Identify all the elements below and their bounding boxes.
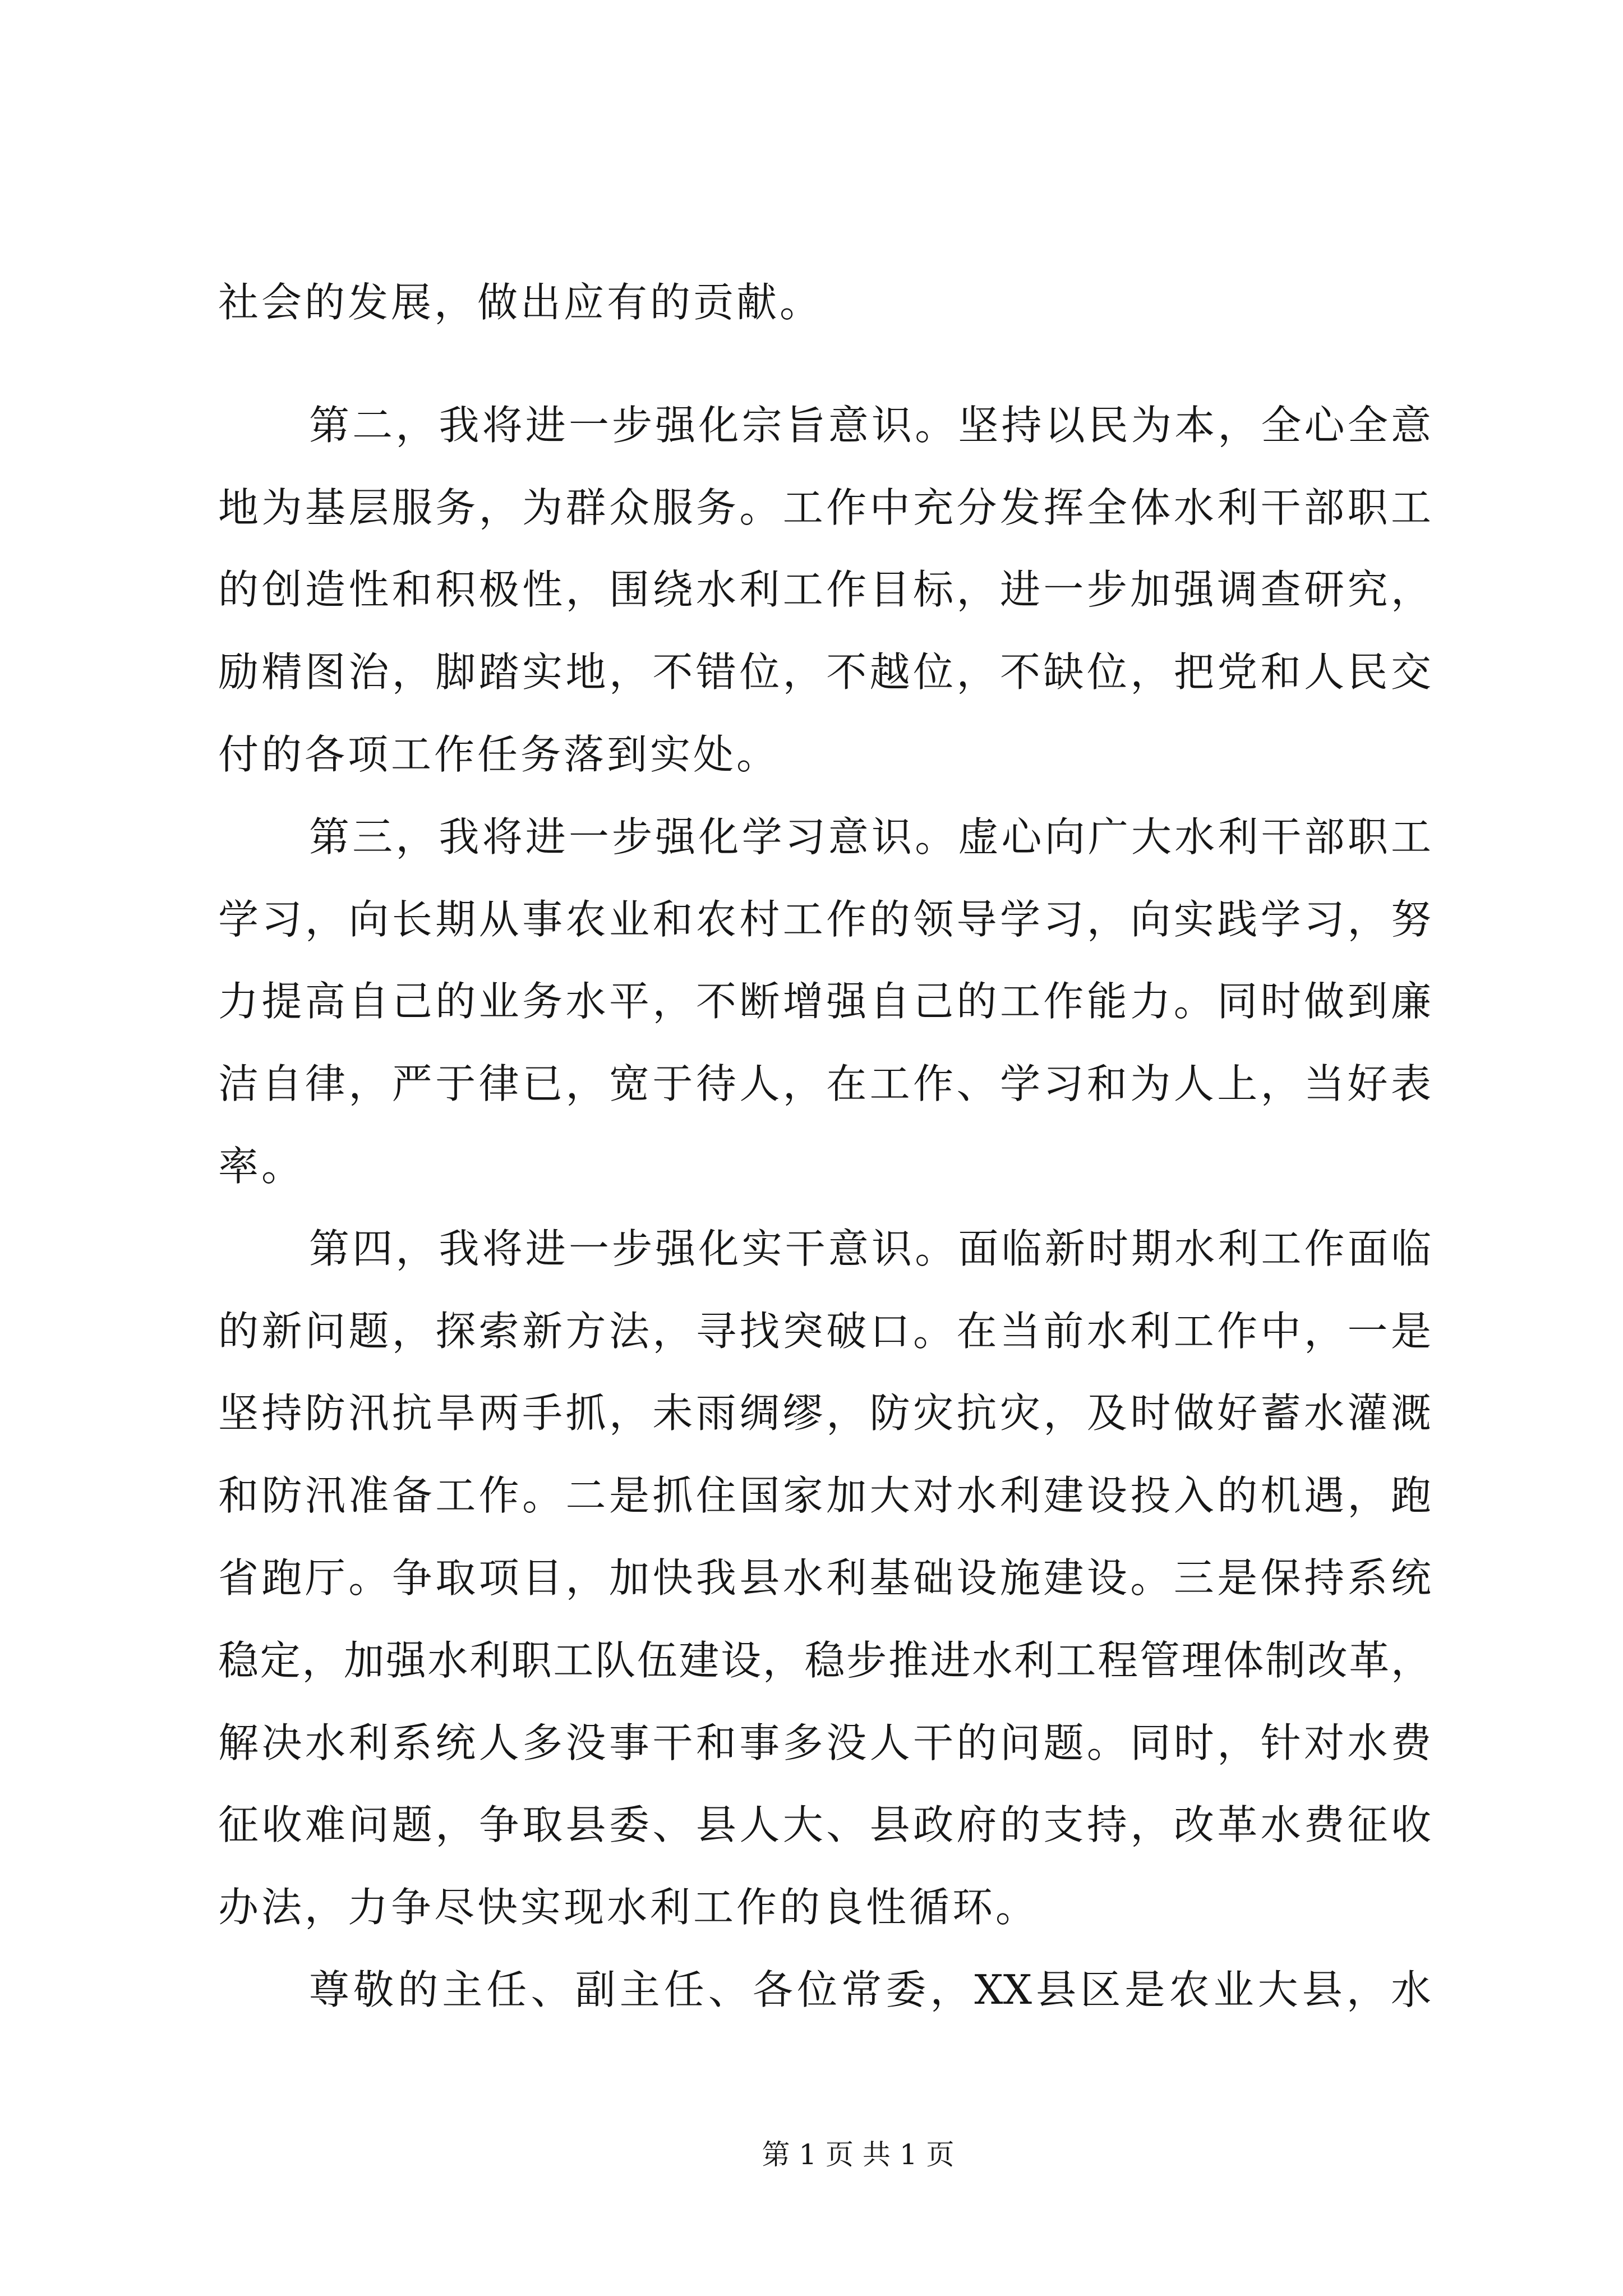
- paragraph: [218, 1949, 1431, 2031]
- paragraph-line: 地为基层服务，为群众服务。工作中充分发挥全体水利干部职工: [218, 484, 1431, 531]
- paragraph: [218, 384, 1431, 796]
- paragraph-line: 力提高自己的业务水平，不断增强自己的工作能力。同时做到廉: [218, 978, 1431, 1025]
- paragraph-line: 付的各项工作任务落到实处。: [218, 730, 780, 778]
- paragraph-line: 稳定，加强水利职工队伍建设，稳步推进水利工程管理体制改革，: [218, 1636, 1431, 1684]
- paragraph-line: 第四，我将进一步强化实干意识。面临新时期水利工作面临: [309, 1225, 1431, 1272]
- page-footer: 第 1 页 共 1 页: [762, 2138, 955, 2171]
- paragraph-line: 省跑厅。争取项目，加快我县水利基础设施建设。三是保持系统: [218, 1554, 1431, 1602]
- paragraph: [218, 796, 1431, 1208]
- document-body: [218, 261, 1431, 2031]
- paragraph: [218, 261, 1431, 344]
- paragraph-line: 励精图治，脚踏实地，不错位，不越位，不缺位，把党和人民交: [218, 648, 1431, 696]
- paragraph-line: 坚持防汛抗旱两手抓，未雨绸缪，防灾抗灾，及时做好蓄水灌溉: [218, 1389, 1431, 1437]
- paragraph-line: 的新问题，探索新方法，寻找突破口。在当前水利工作中，一是: [218, 1307, 1431, 1355]
- paragraph-line: 和防汛准备工作。二是抓住国家加大对水利建设投入的机遇，跑: [218, 1472, 1431, 1520]
- paragraph-line: 尊敬的主任、副主任、各位常委，XX县区是农业大县，水: [309, 1966, 1431, 2013]
- paragraph-line: 征收难问题，争取县委、县人大、县政府的支持，改革水费征收: [218, 1801, 1431, 1849]
- paragraph: [218, 1208, 1431, 1949]
- paragraph-line: 的创造性和积极性，围绕水利工作目标，进一步加强调查研究，: [218, 566, 1431, 614]
- paragraph-line: 学习，向长期从事农业和农村工作的领导学习，向实践学习，努: [218, 895, 1431, 943]
- paragraph-line: 率。: [218, 1142, 305, 1190]
- paragraph-line: 第二，我将进一步强化宗旨意识。坚持以民为本，全心全意: [309, 401, 1431, 449]
- paragraph-line: 办法，力争尽快实现水利工作的良性循环。: [218, 1884, 1039, 1931]
- paragraph-line: 解决水利系统人多没事干和事多没人干的问题。同时，针对水费: [218, 1719, 1431, 1766]
- paragraph-line: 洁自律，严于律已，宽于待人，在工作、学习和为人上，当好表: [218, 1060, 1431, 1108]
- paragraph-line: 第三，我将进一步强化学习意识。虚心向广大水利干部职工: [309, 813, 1431, 861]
- paragraph-line: 社会的发展，做出应有的贡献。: [218, 279, 823, 326]
